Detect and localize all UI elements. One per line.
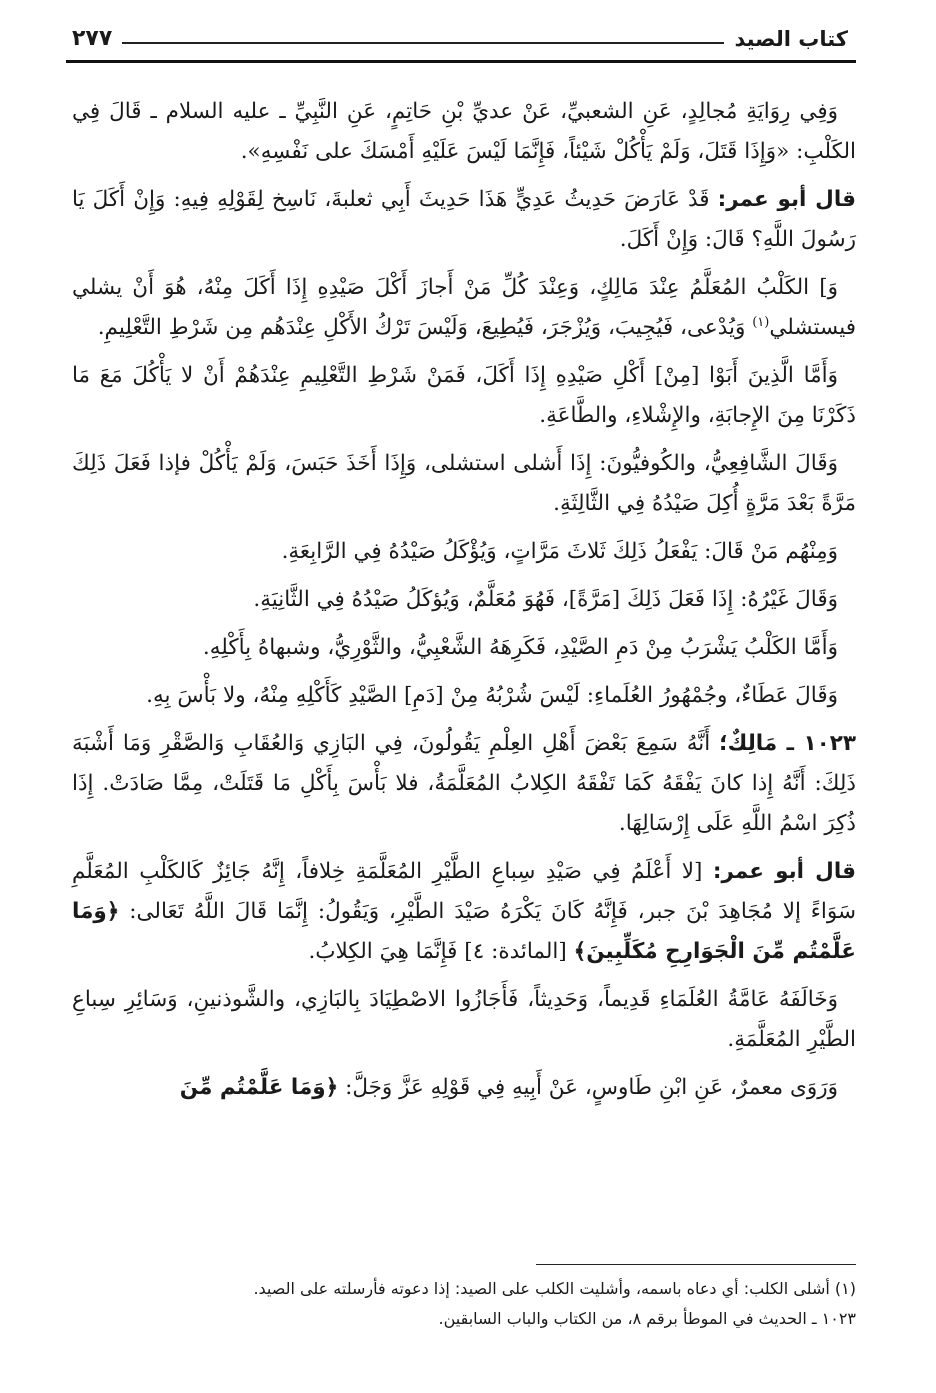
- chapter-title: كتاب الصيد: [734, 27, 848, 51]
- paragraph: [72, 444, 856, 524]
- paragraph-text: أَنَّهُ سَمِعَ بَعْضَ أَهْلِ العِلْمِ يَقُولُونَ، فِي البَازِي وَالعُقَابِ وَالصَّقْرِ وَمَا أَشْبَهَ ذَلِكَ: أَنَّهُ إِذا كانَ يَفْقَهُ كَمَا تَفْقَهُ الكِلابُ المُعَلَّمَةُ، فلا بَأْسَ بِأَكْلِ مَا قَتَلَتْ، مِمَّا صَادَتْ. إِذَا ذُكِرَ اسْمُ اللَّهِ عَلَى إِرْسَالِهَا.: [72, 731, 856, 836]
- paragraph: [72, 356, 856, 436]
- paragraph-text: وَفِي رِوَايَةِ مُجالِدٍ، عَنِ الشعبيِّ، عَنْ عديِّ بْنِ حَاتِمٍ، عَنِ النَّبِيِّ ـ عليه السلام ـ قَالَ فِي الكَلْبِ: «وَإِذَا قَتَلَ، وَلَمْ يَأْكُلْ شَيْئاً، فَإِنَّمَا لَيْسَ عَلَيْهِ أَمْسَكَ على نَفْسِهِ».: [72, 99, 856, 164]
- main-text: [72, 92, 856, 1116]
- paragraph-text: وَقَالَ غَيْرُهُ: إِذَا فَعَلَ ذَلِكَ [مَرَّةً]، فَهُوَ مُعَلَّمٌ، وَيُؤكَلُ صَيْدُهُ فِي الثَّانِيَةِ.: [253, 587, 838, 612]
- paragraph-text: وَقَالَ الشَّافِعِيُّ، والكُوفيُّونَ: إِذَا أَشلى استشلى، وَإِذَا أَخَذَ حَبَسَ، وَلَمْ يَأْكُلْ فإذا فَعَلَ ذَلِكَ مَرَّةً بَعْدَ مَرَّةٍ أُكِلَ صَيْدُهُ فِي الثَّالِثَةِ.: [72, 451, 856, 516]
- paragraph: [72, 628, 856, 668]
- paragraph-text: وَرَوَى معمرٌ، عَنِ ابْنِ طَاوسٍ، عَنْ أَبِيهِ فِي قَوْلِهِ عَزَّ وَجَلَّ:: [345, 1075, 838, 1100]
- paragraph: [72, 580, 856, 620]
- quran-verse: ﴿وَمَا عَلَّمْتُم مِّنَ: [179, 1075, 339, 1100]
- footnote-marker: (١): [752, 314, 770, 330]
- paragraph-text: وَمِنْهُم مَنْ قَالَ: يَفْعَلُ ذَلِكَ ثَلاثَ مَرَّاتٍ، وَيُؤْكَلُ صَيْدُهُ فِي الرَّابِعَةِ.: [281, 539, 838, 564]
- paragraph-text: [لا أَعْلَمُ فِي صَيْدِ سِباعِ الطَّيْرِ المُعَلَّمَةِ خِلافاً، إِنَّهُ جَائِزٌ كَالكَلْبِ المُعَلَّمِ سَوَاءً إلا مُجَاهِدَ بْنَ جبر، فَإِنَّهُ كَانَ يَكْرَهُ صَيْدَ الطَّيْرِ، وَيَقُولُ: إِنَّمَا قَالَ اللَّهُ تَعَالى:: [72, 859, 857, 924]
- footnote: ١٠٢٣ ـ الحديث في الموطأ برقم ٨، من الكتاب والباب السابقين.: [438, 1309, 856, 1328]
- quran-verse: ﴿وَمَا عَلَّمْتُم مِّنَ الْجَوَارِحِ مُكَلِّبِينَ﴾: [72, 899, 856, 964]
- paragraph-text: وَخَالَفَهُ عَامَّةُ العُلَمَاءِ قَدِيماً، وَحَدِيثاً، فَأَجَازُوا الاصْطِيَادَ بِالبَازِي، والشَّوذنينِ، وَسَائِرِ سِباعِ الطَّيْرِ المُعَلَّمَةِ.: [72, 987, 856, 1052]
- footnote: (١) أشلى الكلب: أي دعاه باسمه، وأشليت الكلب على الصيد: إذا دعوته فأرسلته على الصيد.: [253, 1279, 856, 1298]
- paragraph: [72, 724, 856, 844]
- speaker-label: قال أبو عمر:: [712, 859, 856, 884]
- paragraph-text: وَقَالَ عَطَاءٌ، وجُمْهُورُ العُلَماءِ: لَيْسَ شُرْبُهُ مِنْ [دَمِ] الصَّيْدِ كَأَكْلِهِ مِنْهُ، ولا بَأْسَ بِهِ.: [146, 683, 838, 708]
- speaker-label: قال أبو عمر:: [717, 187, 856, 212]
- paragraph: [72, 1068, 856, 1108]
- paragraph-text: [المائدة: ٤] فَإِنَّمَا هِيَ الكِلابُ.: [308, 939, 567, 964]
- paragraph-text: وَيُدْعى، فَيُجِيبَ، وَيُزْجَرَ، فَيُطِيعَ، وَلَيْسَ تَرْكُ الأَكْلِ عِنْدَهُم مِن شَرْطِ التَّعْلِيمِ.: [97, 315, 746, 340]
- paragraph: [72, 92, 856, 172]
- hadith-number: ١٠٢٣ ـ مَالِكٌ؛: [719, 731, 856, 756]
- paragraph: [72, 980, 856, 1060]
- paragraph: [72, 852, 856, 972]
- paragraph-text: وَأَمَّا الكَلْبُ يَشْرَبُ مِنْ دَمِ الصَّيْدِ، فَكَرِهَهُ الشَّعْبِيُّ، والثَّوْرِيُّ، وشبهاهُ بِأَكْلِهِ.: [202, 635, 838, 660]
- running-head-rule: [122, 42, 724, 44]
- paragraph: [72, 268, 856, 348]
- header-divider: [66, 60, 856, 63]
- paragraph-text: وَ] الكَلْبُ المُعَلَّمُ عِنْدَ مَالِكٍ، وَعِنْدَ كُلِّ مَنْ أَجازَ أَكْلَ صَيْدِهِ إِذَا أَكَلَ مِنْهُ، هُوَ أَنْ يشلي فيستشلي: [72, 275, 856, 340]
- paragraph: [72, 676, 856, 716]
- paragraph: [72, 180, 856, 260]
- running-head: [72, 16, 848, 50]
- paragraph-text: قَدْ عَارَضَ حَدِيثُ عَدِيٍّ هَذَا حَدِيثَ أَبِي ثعلبةَ، نَاسِخ لِقَوْلِهِ فِيهِ: وَإِنْ أَكَلَ يَا رَسُولَ اللَّهِ؟ قَالَ: وَإِنْ أَكَلَ.: [72, 187, 856, 252]
- footnotes: [72, 1274, 856, 1334]
- paragraph-text: وَأَمَّا الَّذِينَ أَبَوْا [مِنْ] أَكْلِ صَيْدِهِ إِذَا أَكَلَ، فَمَنْ شَرْطِ التَّعْلِيمِ عِنْدَهُمْ أَنْ لا يَأْكُلَ مَعَ مَا ذَكَرْنَا مِنَ الإِجابَةِ، والإِشْلاءِ، والطَّاعَةِ.: [72, 363, 856, 428]
- page-number: ٢٧٧: [72, 26, 113, 51]
- paragraph: [72, 532, 856, 572]
- footnote-divider: [536, 1264, 856, 1265]
